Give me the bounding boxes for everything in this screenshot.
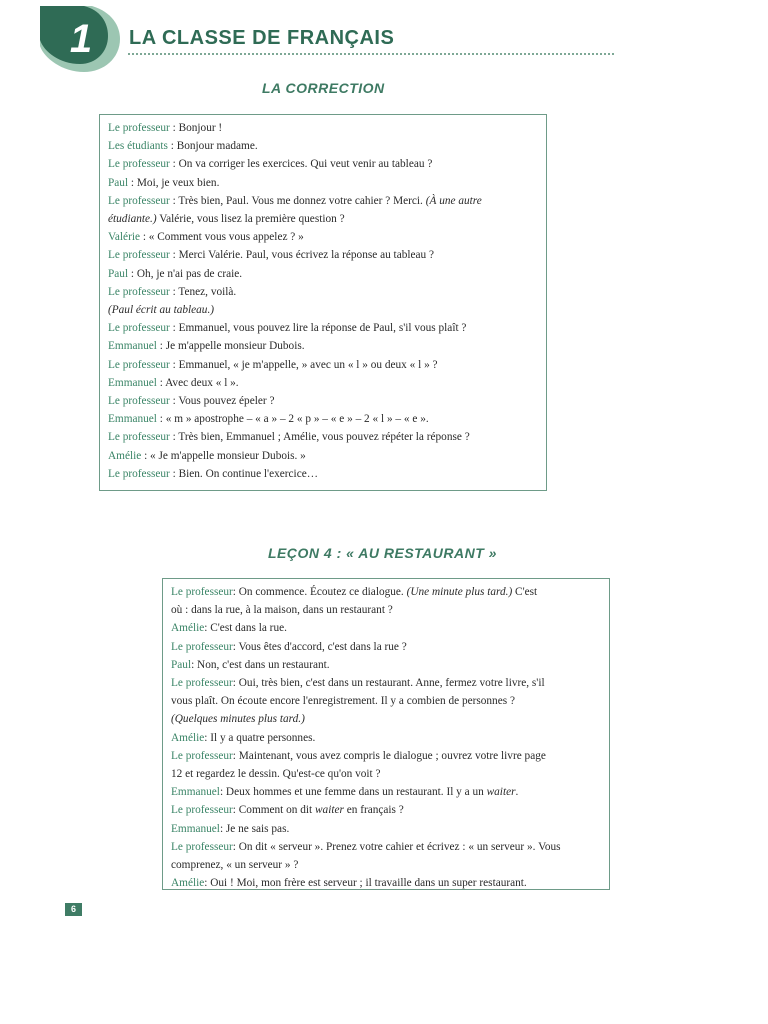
dialogue-line xyxy=(171,710,601,728)
dialogue-box-correction xyxy=(99,114,547,491)
chapter-title: LA CLASSE DE FRANÇAIS xyxy=(129,27,395,49)
dialogue-text: : On commence. Écoutez ce dialogue. xyxy=(232,586,407,598)
speaker-name: Emmanuel xyxy=(108,340,157,353)
speaker-name: Paul xyxy=(171,658,192,671)
section-title-lecon-4: LEÇON 4 : « AU RESTAURANT » xyxy=(268,545,497,561)
dialogue-line xyxy=(171,874,601,892)
dialogue-line xyxy=(171,583,601,601)
dialogue-line xyxy=(108,374,538,392)
page-header xyxy=(0,0,768,80)
dialogue-text: : On va corriger les exercices. Qui veut venir au tableau ? xyxy=(169,158,433,171)
dialogue-text: : C'est dans la rue. xyxy=(204,622,287,635)
dialogue-text: : On dit « serveur ». Prenez votre cahier et écrivez : « un serveur ». Vous xyxy=(232,840,561,853)
dialogue-line xyxy=(171,674,601,692)
dialogue-text: : Vous êtes d'accord, c'est dans la rue ? xyxy=(232,640,407,653)
dialogue-text: : Très bien, Paul. Vous me donnez votre cahier ? Merci. xyxy=(169,194,426,207)
speaker-name: Amélie xyxy=(171,622,205,635)
dialogue-text: : Oui, très bien, c'est dans un restaurant. Anne, fermez votre livre, s'il xyxy=(232,677,545,690)
dialogue-text: : Maintenant, vous avez compris le dialogue ; ouvrez votre livre page xyxy=(232,749,546,762)
dialogue-text: comprenez, « un serveur » ? xyxy=(171,859,299,872)
speaker-name: Emmanuel xyxy=(171,822,220,835)
dialogue-text: : Bonjour madame. xyxy=(167,140,258,153)
dialogue-line xyxy=(171,692,601,710)
dialogue-text: : Il y a quatre personnes. xyxy=(204,731,316,744)
dialogue-text: : Deux hommes et une femme dans un restaurant. Il y a un xyxy=(219,786,487,799)
dialogue-text: C'est xyxy=(512,586,538,598)
speaker-name: Le professeur xyxy=(108,322,170,335)
dialogue-line xyxy=(171,729,601,747)
dialogue-line xyxy=(108,465,538,483)
dialogue-line xyxy=(108,447,538,465)
speaker-name: Le professeur xyxy=(108,431,170,444)
speaker-name: Le professeur xyxy=(171,677,233,690)
dialogue-text: : Bien. On continue l'exercice… xyxy=(169,467,319,480)
dialogue-line xyxy=(108,337,538,355)
dialogue-line xyxy=(108,174,538,192)
dialogue-line xyxy=(171,783,601,801)
dialogue-text: vous plaît. On écoute encore l'enregistrement. Il y a combien de personnes ? xyxy=(171,695,515,708)
dialogue-line xyxy=(171,619,601,637)
dialogue-text: : Bonjour ! xyxy=(169,122,223,134)
chapter-number: 1 xyxy=(69,16,93,61)
dialogue-line xyxy=(171,656,601,674)
stage-direction: waiter xyxy=(486,786,516,799)
speaker-name: Valérie xyxy=(108,231,140,244)
dialogue-line xyxy=(108,155,538,173)
speaker-name: Amélie xyxy=(171,877,205,890)
dialogue-text: en français ? xyxy=(343,804,404,817)
dialogue-text: : Merci Valérie. Paul, vous écrivez la réponse au tableau ? xyxy=(169,249,435,262)
dialogue-text: : Oui ! Moi, mon frère est serveur ; il travaille dans un super restaurant. xyxy=(204,877,527,890)
stage-direction: étudiante.) xyxy=(108,213,157,226)
dialogue-line xyxy=(108,301,538,319)
dialogue-line xyxy=(108,392,538,410)
stage-direction: (Une minute plus tard.) xyxy=(406,586,513,598)
dialogue-line xyxy=(171,638,601,656)
speaker-name: Le professeur xyxy=(108,249,170,262)
dialogue-text: : Je ne sais pas. xyxy=(219,822,290,835)
speaker-name: Le professeur xyxy=(171,640,233,653)
stage-direction: (Paul écrit au tableau.) xyxy=(108,304,215,317)
speaker-name: Le professeur xyxy=(108,395,170,408)
speaker-name: Paul xyxy=(108,267,129,280)
dialogue-line xyxy=(108,428,538,446)
speaker-name: Le professeur xyxy=(108,122,170,134)
dialogue-line xyxy=(171,820,601,838)
dialogue-line xyxy=(171,801,601,819)
speaker-name: Emmanuel xyxy=(108,376,157,389)
speaker-name: Amélie xyxy=(171,731,205,744)
stage-direction: (Quelques minutes plus tard.) xyxy=(171,713,305,726)
dialogue-text: : « m » apostrophe – « a » – 2 « p » – « e » – 2 « l » – « e ». xyxy=(156,413,429,426)
dialogue-line xyxy=(108,119,538,137)
dialogue-text: : Emmanuel, vous pouvez lire la réponse de Paul, s'il vous plaît ? xyxy=(169,322,467,335)
dialogue-line xyxy=(108,283,538,301)
speaker-name: Le professeur xyxy=(171,749,233,762)
speaker-name: Paul xyxy=(108,176,129,189)
dialogue-text: : Vous pouvez épeler ? xyxy=(169,395,275,408)
dialogue-text: : Oh, je n'ai pas de craie. xyxy=(128,267,243,280)
dialogue-line xyxy=(108,192,538,210)
dialogue-line xyxy=(171,765,601,783)
dialogue-line xyxy=(108,319,538,337)
dialogue-text: : Comment on dit xyxy=(232,804,316,817)
speaker-name: Le professeur xyxy=(108,467,170,480)
dialogue-text: 12 et regardez le dessin. Qu'est-ce qu'on voit ? xyxy=(171,768,381,781)
stage-direction: (À une autre xyxy=(425,194,482,207)
dialogue-text: : Tenez, voilà. xyxy=(169,285,237,298)
header-dotted-rule xyxy=(128,53,614,55)
dialogue-text: : Emmanuel, « je m'appelle, » avec un « l » ou deux « l » ? xyxy=(169,358,438,371)
dialogue-line xyxy=(108,210,538,228)
speaker-name: Amélie xyxy=(108,449,142,462)
speaker-name: Le professeur xyxy=(171,840,233,853)
dialogue-text: où : dans la rue, à la maison, dans un restaurant ? xyxy=(171,604,393,617)
dialogue-line xyxy=(108,246,538,264)
dialogue-text: : « Comment vous vous appelez ? » xyxy=(140,231,304,244)
dialogue-text: : « Je m'appelle monsieur Dubois. » xyxy=(141,449,306,462)
dialogue-line xyxy=(171,856,601,874)
speaker-name: Le professeur xyxy=(108,194,170,207)
page-number: 6 xyxy=(65,903,82,916)
dialogue-line xyxy=(108,137,538,155)
speaker-name: Emmanuel xyxy=(171,786,220,799)
dialogue-line xyxy=(108,410,538,428)
speaker-name: Le professeur xyxy=(108,285,170,298)
speaker-name: Le professeur xyxy=(108,158,170,171)
dialogue-line xyxy=(171,601,601,619)
dialogue-text: : Je m'appelle monsieur Dubois. xyxy=(156,340,305,353)
speaker-name: Les étudiants xyxy=(108,140,168,153)
dialogue-text: : Avec deux « l ». xyxy=(156,376,239,389)
speaker-name: Emmanuel xyxy=(108,413,157,426)
dialogue-text: : Moi, je veux bien. xyxy=(128,176,220,189)
dialogue-text: : Très bien, Emmanuel ; Amélie, vous pouvez répéter la réponse ? xyxy=(169,431,470,444)
dialogue-line xyxy=(108,356,538,374)
dialogue-line xyxy=(171,838,601,856)
dialogue-text: Valérie, vous lisez la première question ? xyxy=(156,213,345,226)
speaker-name: Le professeur xyxy=(171,804,233,817)
stage-direction: waiter xyxy=(315,804,344,817)
dialogue-box-restaurant xyxy=(162,578,610,890)
dialogue-text: . xyxy=(515,786,519,799)
dialogue-text: : Non, c'est dans un restaurant. xyxy=(191,658,330,671)
section-title-correction: LA CORRECTION xyxy=(262,80,385,96)
speaker-name: Le professeur xyxy=(171,586,233,598)
speaker-name: Le professeur xyxy=(108,358,170,371)
dialogue-line xyxy=(108,265,538,283)
dialogue-line xyxy=(108,228,538,246)
dialogue-line xyxy=(171,747,601,765)
